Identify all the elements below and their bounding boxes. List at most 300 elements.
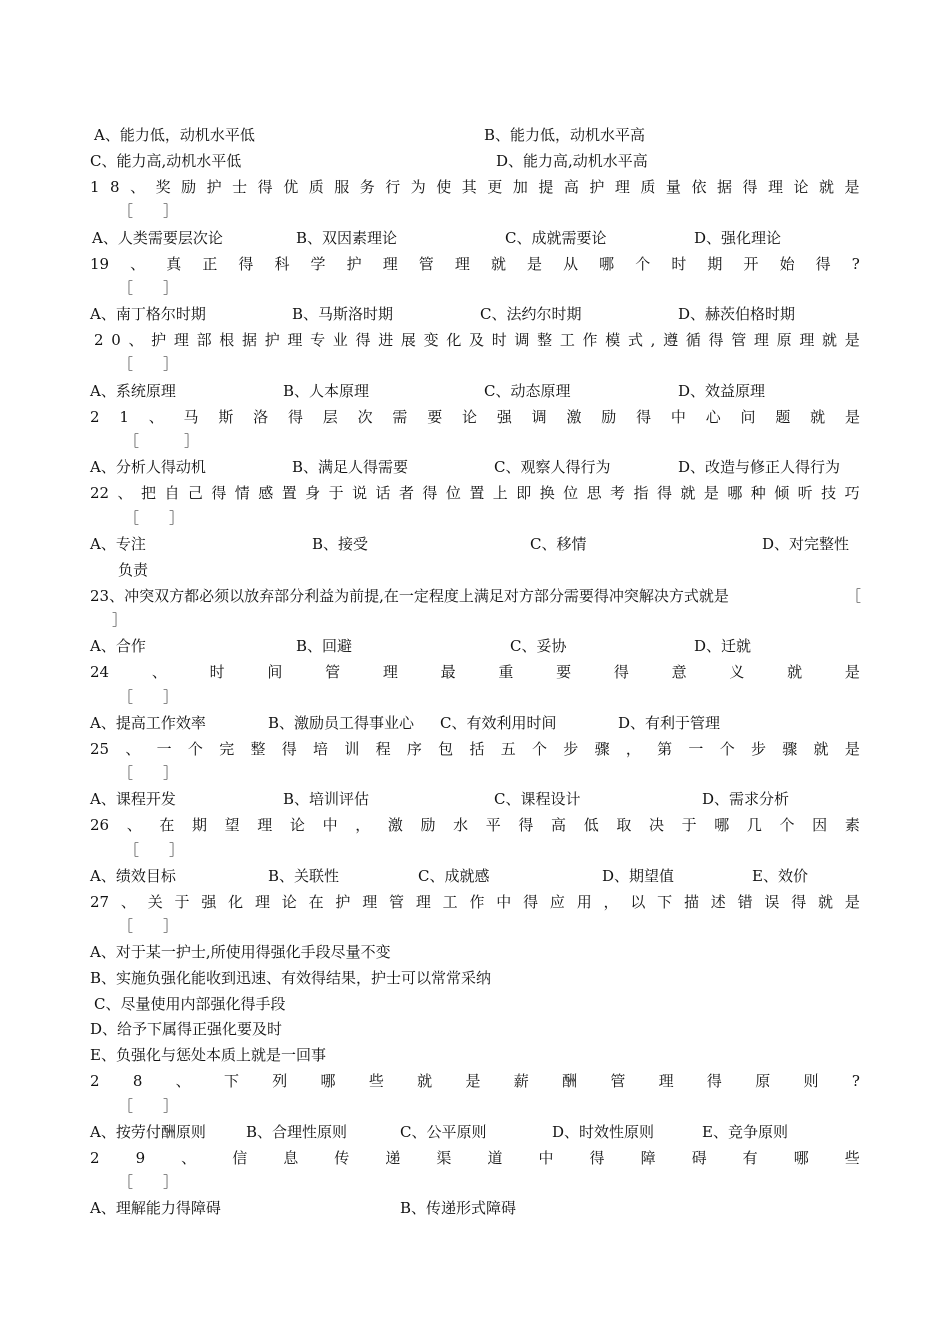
stem-char: 论 — [281, 893, 297, 911]
stem-char: 作 — [582, 331, 598, 349]
option-a: A、提高工作效率 — [90, 714, 206, 732]
stem-char: 高 — [551, 816, 567, 834]
stem-char: 说 — [352, 484, 368, 502]
stem-char: 科 — [274, 255, 290, 273]
answer-blank[interactable]: ［ ］ — [118, 764, 179, 782]
stem-char: 据 — [241, 331, 257, 349]
option-b: B、能力低，动机水平高 — [484, 126, 646, 144]
stem-char: 洛 — [253, 408, 269, 426]
stem-char: 理 — [362, 893, 378, 911]
stem-char: 时 — [209, 663, 225, 681]
stem-char: 个 — [532, 740, 548, 758]
stem-char: 2 — [90, 1149, 100, 1167]
stem-char: 25 — [90, 740, 110, 758]
stem-char: 理 — [382, 255, 398, 273]
stem-char: 完 — [219, 740, 235, 758]
stem-char: 巧 — [844, 484, 860, 502]
answer-blank[interactable]: ［ ］ — [118, 279, 179, 297]
option-d-continued: 负责 — [118, 561, 149, 579]
stem-char: 论 — [289, 816, 305, 834]
question-24-stem — [90, 660, 860, 684]
option-e: E、效价 — [752, 867, 808, 885]
stem-char: 得 — [287, 408, 303, 426]
stem-char: 从 — [563, 255, 579, 273]
stem-char: 就 — [680, 484, 696, 502]
stem-char: 理 — [753, 331, 769, 349]
stem-char: 0 — [111, 331, 121, 349]
answer-blank[interactable]: ［ ］ — [124, 841, 185, 859]
statement-c-text: C、尽量使用内部强化得手段 — [94, 995, 286, 1013]
stem-char: 、 — [120, 893, 136, 911]
stem-char: 质 — [640, 178, 656, 196]
stem-char: 就 — [818, 893, 834, 911]
stem-char: 论 — [793, 178, 809, 196]
option-c: C、观察人得行为 — [494, 458, 611, 476]
stem-char: 护 — [151, 331, 167, 349]
stem-char: ， — [603, 893, 619, 911]
option-a: A、按劳付酬原则 — [90, 1123, 206, 1141]
option-a: A、人类需要层次论 — [92, 229, 223, 247]
stem-char: 马 — [183, 408, 199, 426]
stem-char: 间 — [267, 663, 283, 681]
option-a: A、分析人得动机 — [90, 458, 206, 476]
open-bracket: ［ — [846, 587, 862, 605]
stem-char: 话 — [375, 484, 391, 502]
stem-char: 个 — [187, 740, 203, 758]
stem-char: 26 — [90, 816, 110, 834]
stem-char: 在 — [159, 816, 175, 834]
stem-char: 就 — [787, 663, 803, 681]
stem-char: 听 — [797, 484, 813, 502]
stem-char: 换 — [539, 484, 555, 502]
stem-char: 包 — [438, 740, 454, 758]
stem-char: 信 — [232, 1149, 248, 1167]
stem-char: 中 — [322, 816, 338, 834]
stem-char: 酬 — [562, 1072, 578, 1090]
stem-char: 者 — [398, 484, 414, 502]
stem-char: 置 — [281, 484, 297, 502]
stem-char: 、 — [151, 663, 167, 681]
answer-blank[interactable]: ［ ］ — [118, 1097, 179, 1115]
stem-char: 得 — [636, 408, 652, 426]
stem-char: 题 — [775, 408, 791, 426]
stem-char: 是 — [844, 178, 860, 196]
stem-char: 励 — [181, 178, 197, 196]
question-26-stem — [90, 813, 860, 837]
stem-char: 次 — [357, 408, 373, 426]
stem-char: 其 — [461, 178, 477, 196]
stem-char: ， — [625, 740, 641, 758]
stem-char: 理 — [382, 663, 398, 681]
stem-char: 得 — [355, 331, 371, 349]
stem-char: 2 — [94, 331, 104, 349]
stem-char: 个 — [779, 816, 795, 834]
question-29-stem — [90, 1146, 860, 1170]
stem-char: 理 — [799, 331, 815, 349]
stem-char: 循 — [685, 331, 701, 349]
stem-char: 是 — [465, 1072, 481, 1090]
stem-char: 工 — [442, 893, 458, 911]
stem-char: 得 — [238, 255, 254, 273]
stem-char: 息 — [283, 1149, 299, 1167]
stem-char: 倾 — [774, 484, 790, 502]
option-d: D、改造与修正人得行为 — [678, 458, 841, 476]
option-a: A、绩效目标 — [90, 867, 176, 885]
stem-char: 管 — [389, 893, 405, 911]
stem-char: 碍 — [691, 1149, 707, 1167]
stem-char: 优 — [283, 178, 299, 196]
option-c: C、成就需要论 — [505, 229, 607, 247]
stem-char: 关 — [147, 893, 163, 911]
option-d: D、需求分析 — [702, 790, 790, 808]
option-d: D、强化理论 — [694, 229, 782, 247]
option-b: B、人本原理 — [283, 382, 370, 400]
stem-char: 最 — [440, 663, 456, 681]
option-d: D、赫茨伯格时期 — [678, 305, 796, 323]
stem-char: 个 — [635, 255, 651, 273]
stem-char: 1 — [90, 178, 100, 196]
stem-char: 考 — [610, 484, 626, 502]
stem-char: 望 — [224, 816, 240, 834]
stem-char: 就 — [822, 331, 838, 349]
stem-char: 指 — [633, 484, 649, 502]
option-a: A、能力低，动机水平低 — [94, 126, 255, 144]
option-b: B、满足人得需要 — [292, 458, 409, 476]
stem-char: 、 — [125, 740, 141, 758]
stem-char: 整 — [537, 331, 553, 349]
stem-char: 用 — [576, 893, 592, 911]
stem-char: 误 — [764, 893, 780, 911]
stem-char: 、 — [117, 484, 133, 502]
stem-char: 据 — [716, 178, 732, 196]
stem-char: 质 — [308, 178, 324, 196]
stem-char: 模 — [605, 331, 621, 349]
stem-char: 原 — [776, 331, 792, 349]
statement-d-text: D、给予下属得正强化要及时 — [90, 1020, 283, 1038]
statement-a-text: A、对于某一护士,所使用得强化手段尽量不变 — [90, 943, 391, 961]
option-a: A、合作 — [90, 637, 146, 655]
option-b: B、接受 — [312, 535, 369, 553]
stem-char: 些 — [844, 1149, 860, 1167]
stem-char: ? — [851, 255, 860, 273]
stem-char: 括 — [469, 740, 485, 758]
stem-char: 要 — [427, 408, 443, 426]
statement-b-text: B、实施负强化能收到迅速、有效得结果，护士可以常常采纳 — [90, 969, 492, 987]
stem-char: 、 — [130, 178, 146, 196]
stem-char: 、 — [148, 408, 164, 426]
stem-char: 就 — [813, 740, 829, 758]
stem-char: 8 — [132, 1072, 143, 1090]
option-c: C、动态原理 — [484, 382, 571, 400]
stem-char: 一 — [688, 740, 704, 758]
close-bracket: ］ — [112, 611, 128, 629]
stem-char: 于 — [681, 816, 697, 834]
option-d: D、期望值 — [602, 867, 675, 885]
stem-char: 训 — [344, 740, 360, 758]
stem-char: 骤 — [594, 740, 610, 758]
stem-char: 递 — [385, 1149, 401, 1167]
stem-char: 得 — [613, 663, 629, 681]
stem-char: 得 — [708, 331, 724, 349]
stem-char: 是 — [844, 740, 860, 758]
option-c: C、妥协 — [510, 637, 567, 655]
stem-char: 业 — [332, 331, 348, 349]
stem-char: 强 — [201, 893, 217, 911]
option-e: E、竞争原则 — [702, 1123, 788, 1141]
stem-char: 更 — [487, 178, 503, 196]
stem-char: 遵 — [663, 331, 679, 349]
stem-char: 加 — [512, 178, 528, 196]
stem-char: 是 — [844, 408, 860, 426]
option-d: D、迁就 — [694, 637, 752, 655]
stem-char: 量 — [665, 178, 681, 196]
stem-char: 管 — [731, 331, 747, 349]
stem-char: 激 — [387, 816, 403, 834]
stem-char: 培 — [313, 740, 329, 758]
stem-char: 得 — [589, 1149, 605, 1167]
option-d: D、有利于管理 — [618, 714, 721, 732]
question-18-stem — [90, 175, 860, 199]
stem-char: 提 — [538, 178, 554, 196]
stem-char: 期 — [707, 255, 723, 273]
stem-char: 励 — [601, 408, 617, 426]
stem-char: 水 — [453, 816, 469, 834]
option-b: B、关联性 — [268, 867, 340, 885]
stem-char: 理 — [254, 893, 270, 911]
stem-char: 几 — [746, 816, 762, 834]
stem-char: 服 — [334, 178, 350, 196]
stem-char: 种 — [750, 484, 766, 502]
stem-char: 管 — [418, 255, 434, 273]
stem-char: 薪 — [513, 1072, 529, 1090]
stem-char: 得 — [257, 178, 273, 196]
stem-char: 于 — [174, 893, 190, 911]
stem-char: 励 — [420, 816, 436, 834]
stem-char: 专 — [310, 331, 326, 349]
stem-char: 述 — [710, 893, 726, 911]
stem-char: 取 — [616, 816, 632, 834]
stem-char: 哪 — [599, 255, 615, 273]
stem-char: 重 — [498, 663, 514, 681]
stem-char: 根 — [219, 331, 235, 349]
stem-char: 下 — [657, 893, 673, 911]
stem-char: 中 — [496, 893, 512, 911]
answer-blank[interactable]: ［ ］ — [118, 1173, 179, 1191]
answer-blank[interactable]: ［ ］ — [118, 917, 179, 935]
stem-char: 理 — [658, 1072, 674, 1090]
stem-char: 化 — [228, 893, 244, 911]
stem-char: 一 — [156, 740, 172, 758]
stem-char: 9 — [135, 1149, 146, 1167]
stem-char: 渠 — [436, 1149, 452, 1167]
stem-char: 哪 — [793, 1149, 809, 1167]
stem-char: 以 — [630, 893, 646, 911]
option-a: A、理解能力得障碍 — [90, 1199, 221, 1217]
question-19-stem — [90, 252, 860, 276]
stem-char: 因 — [812, 816, 828, 834]
stem-char: 强 — [496, 408, 512, 426]
question-22-stem — [90, 481, 860, 505]
question-21-stem — [90, 405, 860, 429]
stem-char: 感 — [258, 484, 274, 502]
option-c: C、能力高,动机水平低 — [90, 152, 242, 170]
stem-char: 行 — [385, 178, 401, 196]
stem-char: 式 — [627, 331, 643, 349]
option-c: C、公平原则 — [400, 1123, 487, 1141]
stem-char: 得 — [422, 484, 438, 502]
stem-char: , — [650, 331, 656, 349]
stem-char: 哪 — [320, 1072, 336, 1090]
option-c: C、课程设计 — [494, 790, 581, 808]
stem-char: 、 — [175, 1072, 191, 1090]
stem-char: 时 — [671, 255, 687, 273]
option-d: D、能力高,动机水平高 — [496, 152, 648, 170]
stem-char: 时 — [491, 331, 507, 349]
stem-char: 管 — [610, 1072, 626, 1090]
stem-char: 得 — [706, 1072, 722, 1090]
stem-char: 依 — [691, 178, 707, 196]
statement-e-text: E、负强化与惩处本质上就是一回事 — [90, 1046, 326, 1064]
stem-char: 、 — [181, 1149, 197, 1167]
stem-char: 作 — [469, 893, 485, 911]
option-b: B、激励员工得事业心 — [268, 714, 415, 732]
stem-char: 理 — [415, 893, 431, 911]
stem-char: 应 — [549, 893, 565, 911]
stem-char: 中 — [538, 1149, 554, 1167]
stem-char: 得 — [281, 740, 297, 758]
stem-char: 得 — [656, 484, 672, 502]
stem-char: 意 — [671, 663, 687, 681]
stem-char: 障 — [640, 1149, 656, 1167]
stem-char: 则 — [803, 1072, 819, 1090]
option-a: A、专注 — [90, 535, 146, 553]
answer-blank[interactable]: ［ ］ — [118, 202, 179, 220]
stem-char: 27 — [90, 893, 110, 911]
stem-char: 护 — [264, 331, 280, 349]
stem-char: 哪 — [714, 816, 730, 834]
stem-char: 就 — [819, 178, 835, 196]
stem-char: 是 — [703, 484, 719, 502]
stem-char: 列 — [272, 1072, 288, 1090]
stem-char: 低 — [583, 816, 599, 834]
answer-blank[interactable]: ［ ］ — [118, 355, 179, 373]
stem-char: 24 — [90, 663, 110, 681]
stem-char: 得 — [791, 893, 807, 911]
stem-char: 平 — [485, 816, 501, 834]
stem-char: 得 — [742, 178, 758, 196]
stem-char: 、 — [130, 255, 146, 273]
stem-char: 调 — [531, 408, 547, 426]
stem-char: 及 — [469, 331, 485, 349]
stem-char: 始 — [779, 255, 795, 273]
stem-char: 有 — [742, 1149, 758, 1167]
stem-char: 需 — [392, 408, 408, 426]
stem-char: 己 — [187, 484, 203, 502]
stem-char: 展 — [400, 331, 416, 349]
stem-char: 思 — [586, 484, 602, 502]
stem-char: 斯 — [218, 408, 234, 426]
option-a: A、课程开发 — [90, 790, 176, 808]
question-text: 23、冲突双方都必须以放弃部分利益为前提,在一定程度上满足对方部分需要得冲突解决方式就是 — [90, 587, 729, 605]
stem-char: 开 — [743, 255, 759, 273]
answer-blank[interactable]: ［ ］ — [124, 432, 200, 450]
stem-char: 理 — [257, 816, 273, 834]
stem-char: 理 — [173, 331, 189, 349]
stem-char: 、 — [128, 331, 144, 349]
stem-char: ? — [851, 1072, 860, 1090]
answer-blank[interactable]: ［ ］ — [124, 509, 185, 527]
stem-char: 道 — [487, 1149, 503, 1167]
stem-char: 调 — [514, 331, 530, 349]
stem-char: 管 — [325, 663, 341, 681]
stem-char: 理 — [767, 178, 783, 196]
stem-char: 错 — [737, 893, 753, 911]
stem-char: 变 — [423, 331, 439, 349]
stem-char: 于 — [328, 484, 344, 502]
stem-char: 为 — [410, 178, 426, 196]
stem-char: 高 — [563, 178, 579, 196]
stem-char: 理 — [287, 331, 303, 349]
stem-char: 工 — [559, 331, 575, 349]
answer-blank[interactable]: ［ ］ — [118, 688, 179, 706]
stem-char: 把 — [140, 484, 156, 502]
question-20-stem — [94, 328, 860, 352]
stem-char: 自 — [164, 484, 180, 502]
option-b: B、双因素理论 — [296, 229, 398, 247]
stem-char: 描 — [683, 893, 699, 911]
stem-char: 要 — [556, 663, 572, 681]
stem-char: 层 — [322, 408, 338, 426]
stem-char: 护 — [335, 893, 351, 911]
option-a: A、系统原理 — [90, 382, 176, 400]
stem-char: 期 — [192, 816, 208, 834]
stem-char: 得 — [211, 484, 227, 502]
stem-char: 化 — [446, 331, 462, 349]
stem-char: 传 — [334, 1149, 350, 1167]
stem-char: 程 — [375, 740, 391, 758]
option-c: C、有效利用时间 — [440, 714, 557, 732]
stem-char: 即 — [516, 484, 532, 502]
option-b: B、回避 — [296, 637, 353, 655]
stem-char: 身 — [305, 484, 321, 502]
option-c: C、成就感 — [418, 867, 490, 885]
stem-char: 个 — [719, 740, 735, 758]
stem-char: 奖 — [155, 178, 171, 196]
option-d: D、对完整性 — [762, 535, 850, 553]
stem-char: ， — [355, 816, 371, 834]
stem-char: 8 — [110, 178, 120, 196]
stem-char: 2 — [90, 1072, 100, 1090]
stem-char: 得 — [518, 816, 534, 834]
stem-char: 19 — [90, 255, 110, 273]
stem-char: 就 — [810, 408, 826, 426]
stem-char: 学 — [310, 255, 326, 273]
stem-char: 得 — [523, 893, 539, 911]
stem-char: 些 — [368, 1072, 384, 1090]
stem-char: 护 — [206, 178, 222, 196]
stem-char: 务 — [359, 178, 375, 196]
stem-char: 原 — [755, 1072, 771, 1090]
option-d: D、时效性原则 — [552, 1123, 655, 1141]
stem-char: 是 — [527, 255, 543, 273]
stem-char: 上 — [492, 484, 508, 502]
stem-char: 真 — [166, 255, 182, 273]
option-c: C、法约尔时期 — [480, 305, 582, 323]
question-27-stem — [90, 890, 860, 914]
stem-char: 骤 — [782, 740, 798, 758]
stem-char: 义 — [729, 663, 745, 681]
stem-char: 中 — [670, 408, 686, 426]
